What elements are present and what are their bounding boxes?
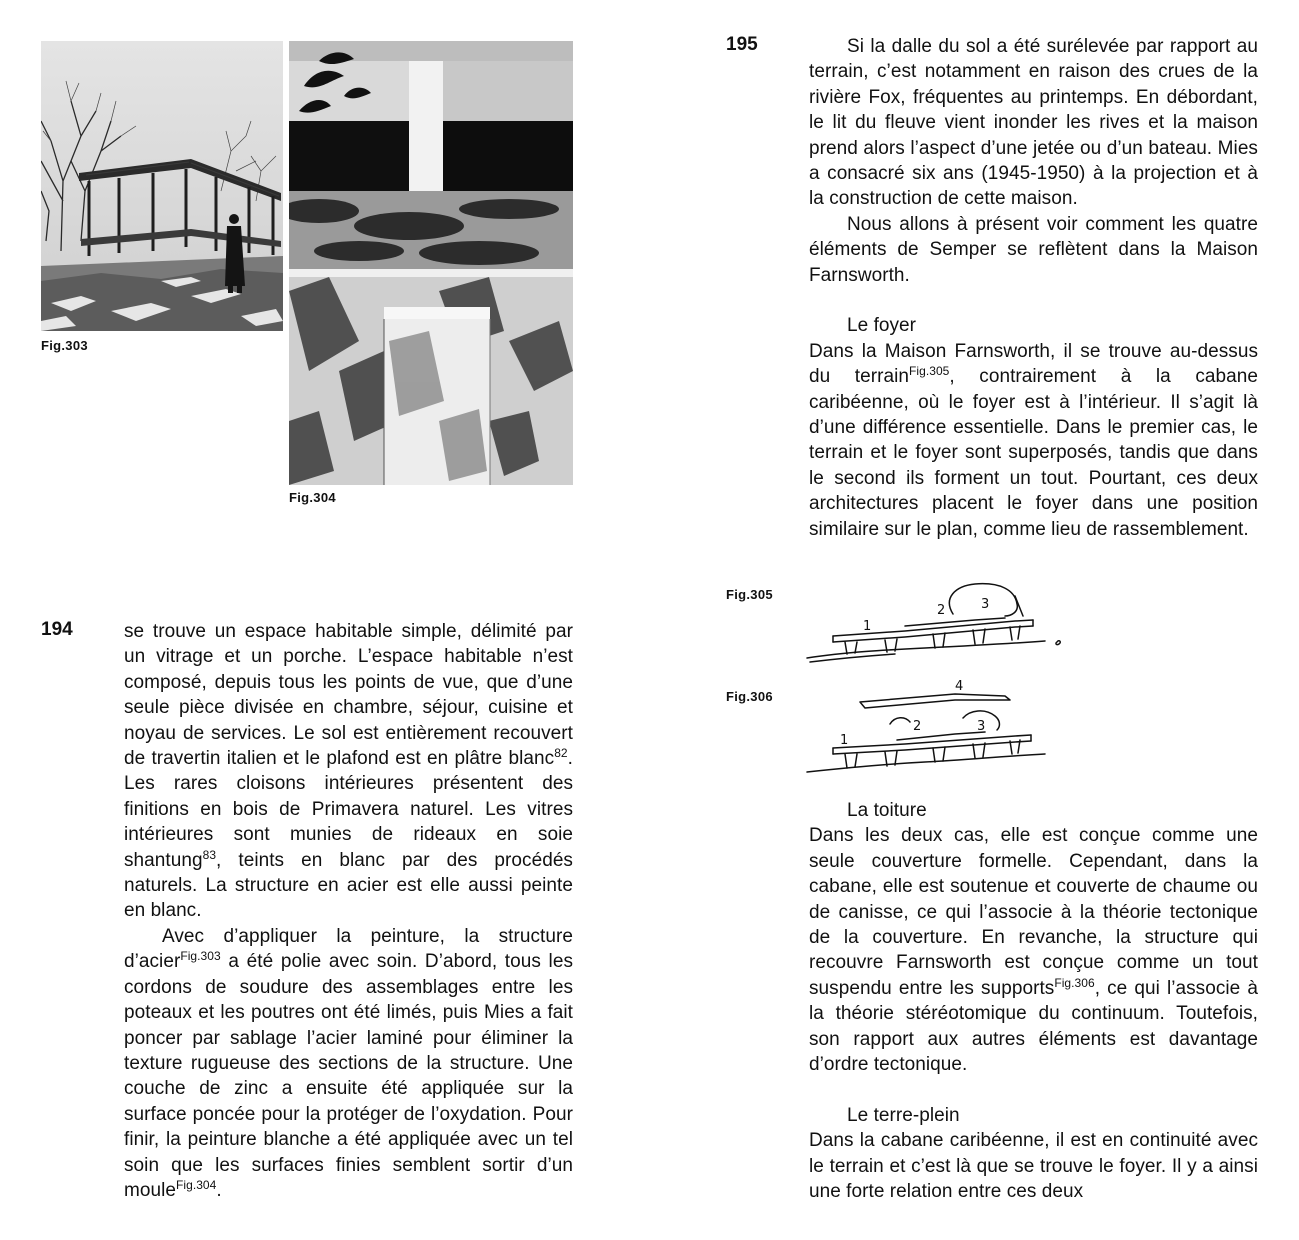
figure-ref: Fig.306 bbox=[1054, 975, 1095, 990]
paragraph: Dans la Maison Farnsworth, il se trouve au-dessus du terrain$^{Fig.305}$, contrairement à la cabane caribéenne, où le foyer est à l’intérieur. Il s’agit là d’une différence essentielle. Dans le premier cas, le terrain et le foyer sont superposés, tandis que dans le second ils forment un tout. Pourtant, ces deux architectures placent le foyer dans une position similaire sur le plan, comme lieu de rassemblement. bbox=[809, 340, 1258, 540]
figure-306-sketch bbox=[805, 676, 1075, 776]
sketch-label: 1 bbox=[840, 733, 849, 748]
footnote-ref: 83 bbox=[202, 847, 217, 862]
page-number: 194 bbox=[41, 619, 73, 640]
figure-303-caption: Fig.303 bbox=[41, 338, 88, 353]
sketch-label: 3 bbox=[977, 719, 986, 734]
sketch-label: 2 bbox=[913, 719, 922, 734]
paragraph: Si la dalle du sol a été surélevée par rapport au terrain, c’est notamment en raison des crues de la rivière Fox, fréquentes au printemps. En débordant, le lit du fleuve vient inonder les rives et la maison prend alors l’aspect d’une jetée ou d’un bateau. Mies a consacré six ans (1945-1950) à la projection et à la construction de cette maison. bbox=[809, 36, 1258, 210]
right-page bbox=[650, 0, 1299, 1240]
left-body-text bbox=[124, 619, 573, 1203]
paragraph: Dans les deux cas, elle est conçue comme une seule couverture formelle. Cependant, dans la cabane, elle est soutenue et couverte de chaume ou de canisse, ce qui l’associe à la théorie tectonique de la couverture. En revanche, la structure qui recouvre Farnsworth est conçue comme un tout suspendu entre les supports$^{Fig.306}$, ce qui l’associe à la théorie stéréotomique du continuum. Toutefois, son rapport aux autres éléments est davantage d’ordre tectonique. bbox=[809, 825, 1258, 1076]
right-body-text-top bbox=[809, 34, 1258, 542]
figure-304-caption: Fig.304 bbox=[289, 490, 336, 505]
figure-ref: Fig.304 bbox=[176, 1177, 217, 1192]
section-heading-foyer: Le foyer bbox=[847, 315, 917, 337]
page-number: 195 bbox=[726, 34, 758, 55]
steel-detail-photo-image bbox=[289, 41, 573, 485]
figure-306-caption: Fig.306 bbox=[726, 689, 773, 704]
section-heading-toiture: La toiture bbox=[847, 800, 927, 821]
section-heading-terre-plein: Le terre-plein bbox=[847, 1104, 960, 1126]
footnote-ref: 82 bbox=[554, 746, 568, 761]
sketch-label: 3 bbox=[981, 597, 990, 612]
figure-303-photo bbox=[41, 41, 283, 331]
figure-304-photo bbox=[289, 41, 573, 485]
left-page bbox=[0, 0, 649, 1240]
pavilion-photo-image bbox=[41, 41, 283, 331]
figure-305-caption: Fig.305 bbox=[726, 587, 773, 602]
sketch-label: 4 bbox=[955, 679, 964, 694]
paragraph: se trouve un espace habitable simple, délimité par un vitrage et un porche. L’espace habitable n’est composé, depuis tous les points de vue, que d’une seule pièce divisée en chambre, séjour, cuisine et noyau de services. Le sol est entièrement recouvert de travertin italien et le plafond est en plâtre blanc$^{82}$. Les rares cloisons intérieures présentent des finitions en bois de Primavera naturel. Les vitres intérieures sont munies de rideaux en soie shantung$^{83}$, teints en blanc par des procédés naturels. La structure en acier est elle aussi peinte en blanc. bbox=[124, 621, 573, 922]
right-body-text-bottom bbox=[809, 798, 1258, 1204]
paragraph: Avec d’appliquer la peinture, la structure d’acier$^{Fig.303}$ a été polie avec soin. D’abord, tous les cordons de soudure des assemblages entre les poteaux et les poutres ont été limés, puis Mies a fait poncer par sablage l’acier laminé pour éliminer la texture rugueuse des sections de la structure. Une couche de zinc a ensuite été appliquée sur la surface poncée pour la protéger de l’oxydation. Pour finir, la peinture blanche a été appliquée avec un tel soin que les surfaces finies semblent sortir d’un moule$^{Fig.304}$. bbox=[124, 925, 573, 1201]
paragraph: Dans la cabane caribéenne, il est en continuité avec le terrain et c’est là que se trouve le foyer. Il y a ainsi une forte relation entre ces deux bbox=[809, 1130, 1258, 1203]
figure-ref: Fig.305 bbox=[909, 364, 950, 379]
sketch-label: 1 bbox=[863, 619, 872, 634]
figure-ref: Fig.303 bbox=[180, 949, 221, 964]
paragraph: Nous allons à présent voir comment les quatre éléments de Semper se reflètent dans la Maison Farnsworth. bbox=[809, 213, 1258, 286]
figure-305-sketch bbox=[805, 576, 1075, 666]
sketch-label: 2 bbox=[937, 603, 946, 618]
